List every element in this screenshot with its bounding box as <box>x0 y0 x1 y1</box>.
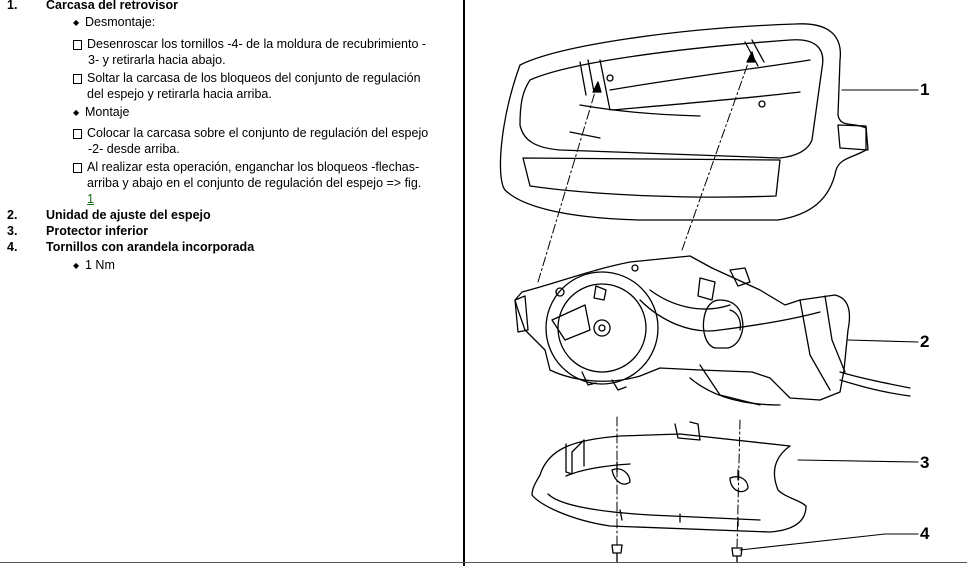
mirror-housing-drawing <box>500 24 868 220</box>
item-title: Unidad de ajuste del espejo <box>46 208 211 222</box>
step-2 <box>73 70 453 102</box>
step-2-line-1: Soltar la carcasa de los bloqueos del conjunto de regulación <box>87 71 421 85</box>
montaje-heading: ◆ Montaje <box>73 105 130 119</box>
step-1-line-2: 3- y retirarla hacia abajo. <box>88 53 226 67</box>
callout-3: 3 <box>920 453 930 472</box>
bottom-border <box>0 562 967 563</box>
lower-protector-drawing <box>532 422 806 532</box>
callout-1: 1 <box>920 80 930 99</box>
item-number: 1. <box>7 0 18 12</box>
diamond-bullet-icon: ◆ <box>73 107 80 117</box>
step-3 <box>73 125 453 157</box>
step-4-line-1: Al realizar esta operación, enganchar los bloqueos -flechas- <box>87 160 420 174</box>
item-title: Carcasa del retrovisor <box>46 0 179 12</box>
checkbox-square-icon <box>73 74 82 84</box>
exploded-mirror-figure <box>466 0 967 562</box>
desmontaje-heading: ◆ Desmontaje: <box>73 15 156 29</box>
step-1 <box>73 36 453 68</box>
item-number: 2. <box>7 208 18 222</box>
callout-4: 4 <box>920 524 930 543</box>
item-number: 4. <box>7 240 18 254</box>
step-4-line-2: arriba y abajo en el conjunto de regulación del espejo => fig. <box>87 176 422 190</box>
step-1-line-1: Desenroscar los tornillos -4- de la moldura de recubrimiento - <box>87 37 427 51</box>
item-number: 3. <box>7 224 18 238</box>
item-title: Tornillos con arandela incorporada <box>46 240 255 254</box>
step-3-line-2: -2- desde arriba. <box>88 142 180 156</box>
column-divider <box>463 0 465 566</box>
checkbox-square-icon <box>73 163 82 173</box>
callout-2: 2 <box>920 332 930 351</box>
figure-link[interactable]: 1 <box>87 192 94 206</box>
step-3-line-1: Colocar la carcasa sobre el conjunto de regulación del espejo <box>87 126 429 140</box>
screws-drawing <box>612 545 742 562</box>
diamond-bullet-icon: ◆ <box>73 17 80 27</box>
diamond-bullet-icon: ◆ <box>73 260 80 270</box>
checkbox-square-icon <box>73 40 82 50</box>
item-title: Protector inferior <box>46 224 149 238</box>
instructions-panel <box>0 0 462 566</box>
step-4 <box>73 159 453 207</box>
torque-spec: ◆ 1 Nm <box>73 258 115 272</box>
mirror-adjustment-unit-drawing <box>515 256 910 405</box>
step-2-line-2: del espejo y retirarla hacia arriba. <box>87 87 272 101</box>
checkbox-square-icon <box>73 129 82 139</box>
